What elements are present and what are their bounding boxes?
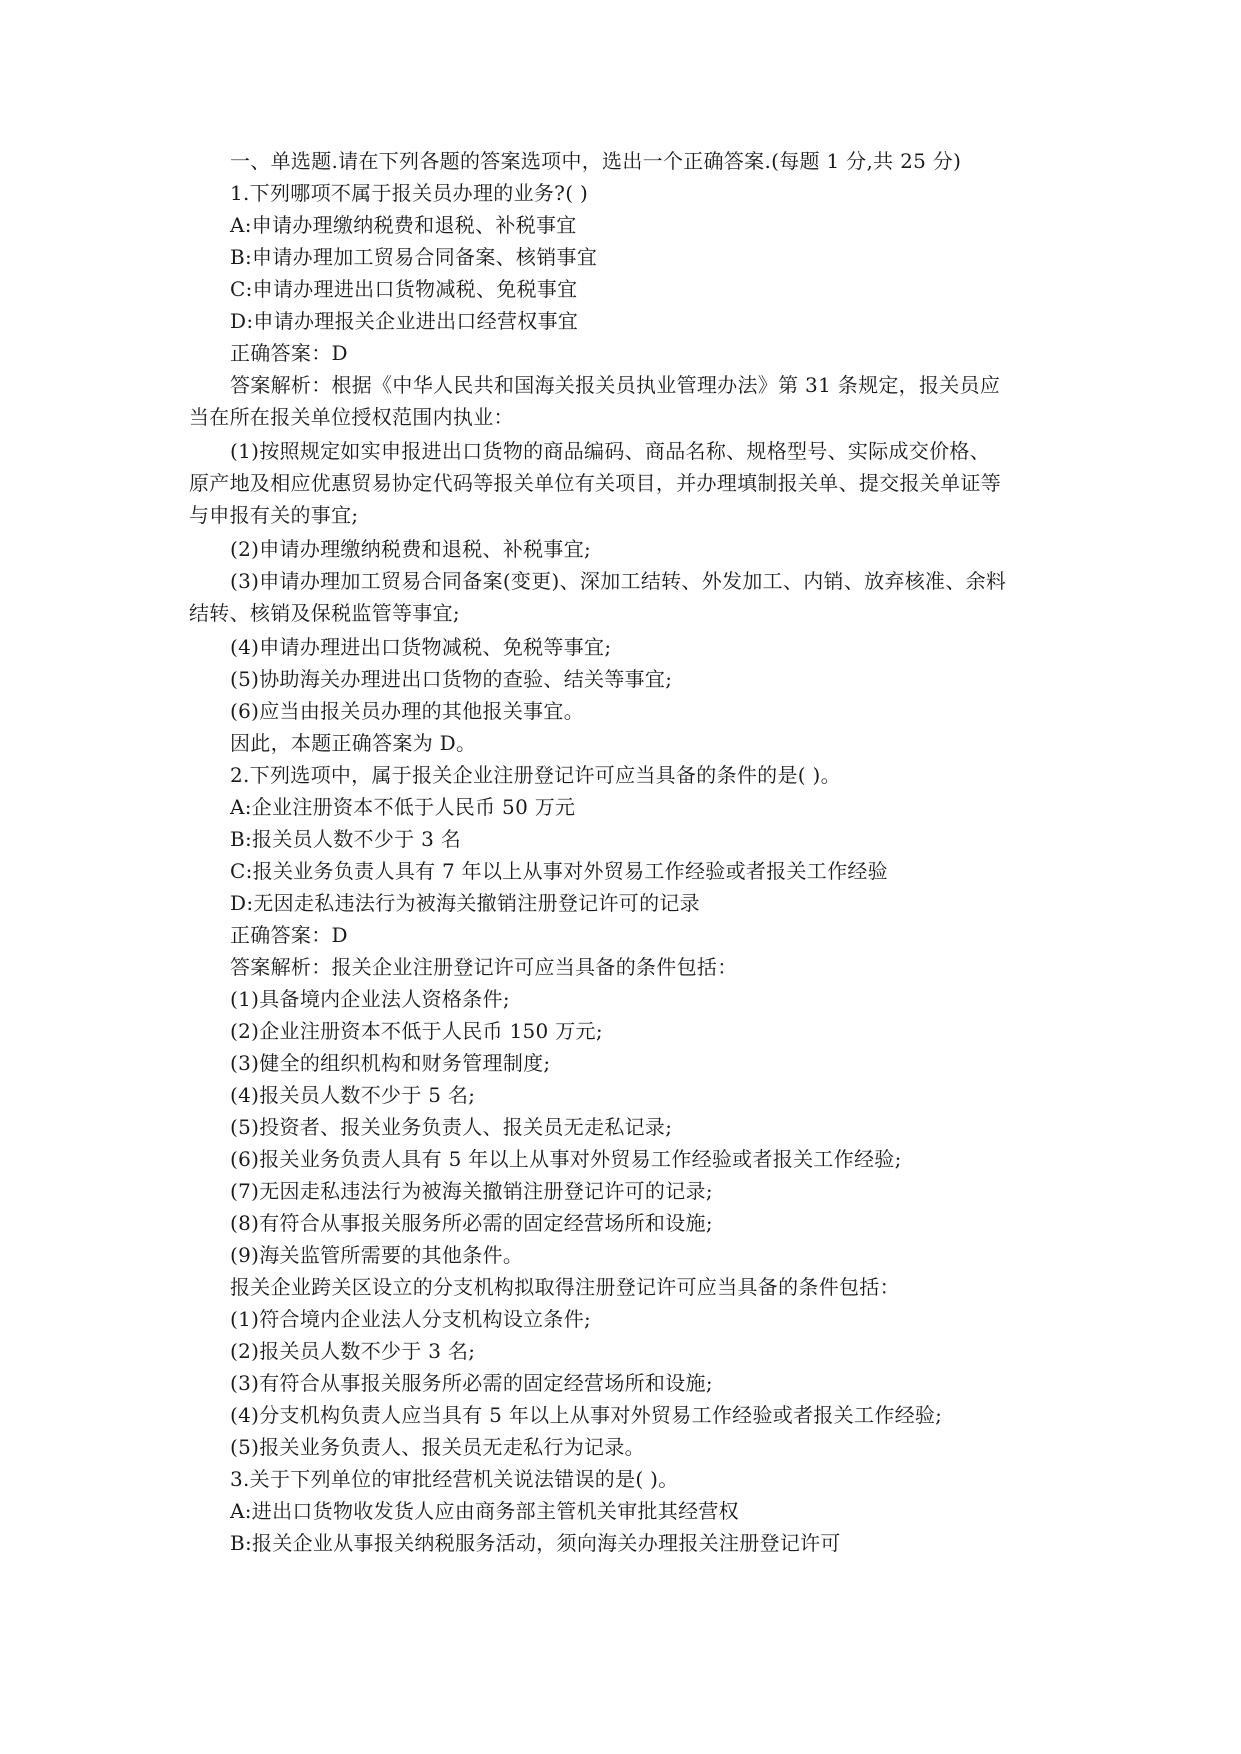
q1-option-b: B:申请办理加工贸易合同备案、核销事宜 — [230, 245, 598, 269]
q1-analysis-line: 当在所在报关单位授权范围内执业： — [189, 405, 514, 429]
q1-analysis-line: 与申报有关的事宜; — [189, 503, 359, 527]
q2-option-a: A:企业注册资本不低于人民币 50 万元 — [230, 795, 576, 819]
q1-analysis-line: (2)申请办理缴纳税费和退税、补税事宜; — [230, 537, 592, 561]
q1-analysis-line: 原产地及相应优惠贸易协定代码等报关单位有关项目，并办理填制报关单、提交报关单证等 — [189, 471, 1001, 495]
q1-analysis-line: (5)协助海关办理进出口货物的查验、结关等事宜; — [230, 667, 673, 691]
q2-analysis-line: (6)报关业务负责人具有 5 年以上从事对外贸易工作经验或者报关工作经验; — [230, 1147, 902, 1171]
q2-analysis-line: (7)无因走私违法行为被海关撤销注册登记许可的记录; — [230, 1179, 713, 1203]
q2-analysis-line: (2)报关员人数不少于 3 名; — [230, 1339, 476, 1363]
q2-answer: 正确答案：D — [230, 923, 348, 947]
q3-option-a: A:进出口货物收发货人应由商务部主管机关审批其经营权 — [230, 1499, 739, 1523]
q2-question: 2.下列选项中，属于报关企业注册登记许可应当具备的条件的是( )。 — [230, 763, 841, 787]
q1-answer: 正确答案：D — [230, 341, 348, 365]
q1-analysis-line: 结转、核销及保税监管等事宜; — [189, 601, 460, 625]
q2-analysis-line: (3)健全的组织机构和财务管理制度; — [230, 1051, 551, 1075]
q1-question: 1.下列哪项不属于报关员办理的业务?( ) — [230, 181, 589, 205]
q1-analysis-line: 因此，本题正确答案为 D。 — [230, 731, 477, 755]
q2-analysis-line: (1)符合境内企业法人分支机构设立条件; — [230, 1307, 592, 1331]
q2-analysis-line: 报关企业跨关区设立的分支机构拟取得注册登记许可应当具备的条件包括： — [230, 1275, 900, 1299]
q1-analysis-line: (3)申请办理加工贸易合同备案(变更)、深加工结转、外发加工、内销、放弃核准、余料 — [230, 569, 1007, 593]
q2-option-c: C:报关业务负责人具有 7 年以上从事对外贸易工作经验或者报关工作经验 — [230, 859, 888, 883]
q3-option-b: B:报关企业从事报关纳税服务活动，须向海关办理报关注册登记许可 — [230, 1531, 841, 1555]
q1-option-d: D:申请办理报关企业进出口经营权事宜 — [230, 309, 579, 333]
q1-analysis-line: (4)申请办理进出口货物减税、免税等事宜; — [230, 635, 612, 659]
q2-analysis-line: (4)分支机构负责人应当具有 5 年以上从事对外贸易工作经验或者报关工作经验; — [230, 1403, 943, 1427]
q3-question: 3.关于下列单位的审批经营机关说法错误的是( )。 — [230, 1467, 679, 1491]
q2-analysis-line: (9)海关监管所需要的其他条件。 — [230, 1243, 524, 1267]
q2-analysis-line: (4)报关员人数不少于 5 名; — [230, 1083, 476, 1107]
q2-analysis-line: (2)企业注册资本不低于人民币 150 万元; — [230, 1019, 603, 1043]
q2-analysis-line: (8)有符合从事报关服务所必需的固定经营场所和设施; — [230, 1211, 713, 1235]
q1-option-a: A:申请办理缴纳税费和退税、补税事宜 — [230, 213, 577, 237]
q2-analysis-line: (5)投资者、报关业务负责人、报关员无走私记录; — [230, 1115, 673, 1139]
section-header: 一、单选题.请在下列各题的答案选项中，选出一个正确答案.(每题 1 分,共 25 分) — [230, 149, 962, 173]
q2-option-b: B:报关员人数不少于 3 名 — [230, 827, 462, 851]
q1-analysis-line: 答案解析：根据《中华人民共和国海关报关员执业管理办法》第 31 条规定，报关员应 — [230, 373, 1001, 397]
q1-analysis-line: (6)应当由报关员办理的其他报关事宜。 — [230, 699, 585, 723]
q2-analysis-line: (3)有符合从事报关服务所必需的固定经营场所和设施; — [230, 1371, 713, 1395]
q2-option-d: D:无因走私违法行为被海关撤销注册登记许可的记录 — [230, 891, 700, 915]
q1-option-c: C:申请办理进出口货物减税、免税事宜 — [230, 277, 578, 301]
q1-analysis-line: (1)按照规定如实申报进出口货物的商品编码、商品名称、规格型号、实际成交价格、 — [230, 439, 991, 463]
q2-analysis-line: 答案解析：报关企业注册登记许可应当具备的条件包括： — [230, 955, 738, 979]
q2-analysis-line: (1)具备境内企业法人资格条件; — [230, 987, 510, 1011]
q2-analysis-line: (5)报关业务负责人、报关员无走私行为记录。 — [230, 1435, 645, 1459]
